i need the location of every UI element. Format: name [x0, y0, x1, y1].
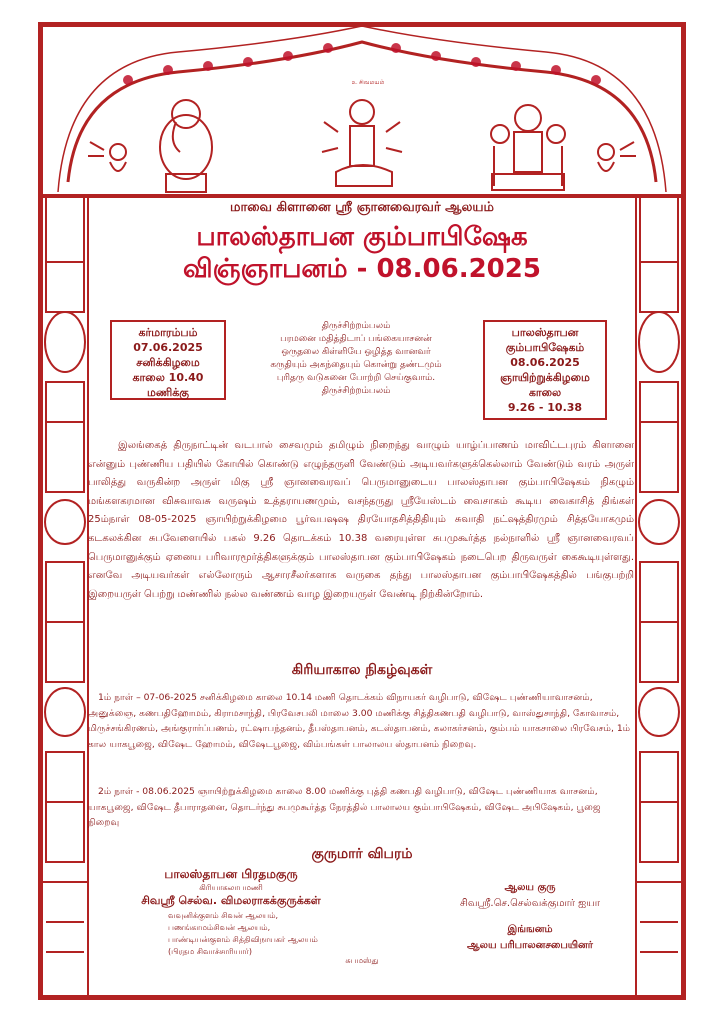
left-box-line: 07.06.2025: [133, 341, 203, 354]
title-line-1: பாலஸ்தாபன கும்பாபிஷேக: [196, 222, 528, 252]
temple-line: (பிரதம சிவாச்சாரியார்): [168, 947, 252, 956]
left-box-line: சனிக்கிழமை: [136, 356, 200, 369]
top-mark: உ சிவமயம்: [351, 79, 385, 86]
right-box-line: பாலஸ்தாபன: [511, 326, 579, 339]
invocation-open: திருச்சிற்றம்பலம்: [321, 321, 391, 331]
right-box-line: காலை: [528, 386, 562, 399]
invocation-verse: [236, 320, 476, 398]
karmarambam-box: [110, 320, 226, 400]
chief-title: பாலஸ்தாபன பிரதமகுரு: [164, 867, 298, 881]
invocation-close: திருச்சிற்றம்பலம்: [321, 386, 391, 396]
verse-line: ஒருதலை கிள்ளியே ஒழித்த வானவர்: [281, 347, 431, 357]
temple-line: பாண்டியன்குளம் சித்திவிநாயகர் ஆலயம்: [168, 935, 318, 944]
title-line-2: விஞ்ஞாபனம் - 08.06.2025: [183, 254, 541, 284]
schedule-heading: கிரியாகால நிகழ்வுகள்: [291, 662, 433, 678]
chief-priest-block: [96, 868, 366, 907]
temple-line: வவுனிக்குளம் சிவன் ஆலயம்,: [168, 911, 279, 920]
priests-heading: குருமார் விபரம்: [311, 846, 413, 862]
left-box-line: கர்மாரம்பம்: [138, 326, 198, 339]
balasthapana-box: [483, 320, 607, 420]
verse-line: கருதியும் அகந்தையும் கொன்று தண்டமும்: [270, 360, 442, 370]
verse-line: பரமனை மதித்திடாப் பங்கையாசனன்: [280, 334, 432, 344]
verse-line: புரிதரு வடுகனை போற்றி செய்குவாம்.: [276, 373, 436, 383]
committee-block: [430, 922, 630, 954]
chief-role: கிரியாகலாபமணி: [199, 883, 263, 892]
left-box-line: மணிக்கு: [147, 386, 189, 399]
schedule-day2: 2ம் நாள் - 08.06.2025 ஞாயிற்றுக்கிழமை காலை 8.00 மணிக்கு புத்தி கணபதி வழிபாடு, விஷேட புண்ணியாக வாசனம், யாகபூஜை, விஷேட தீபாராதனை, தொடர்ந்து சுபமுகூர்த்த நேரத்தில் பாலாலய கும்பாபிஷேகம், விஷேட அபிஷேகம், பூஜை நிறைவு: [88, 786, 601, 828]
temple-guru-name: சிவஸ்ரீ.செ.செல்வக்குமார் ஐயா: [459, 898, 600, 909]
right-box-line: 9.26 - 10.38: [507, 401, 583, 414]
right-box-line: ஞாயிற்றுக்கிழமை: [500, 371, 590, 384]
left-box-line: காலை 10.40: [132, 371, 204, 384]
schedule-day1: 1ம் நாள் – 07-06-2025 சனிக்கிழமை காலை 10.14 மணி தொடக்கம் விநாயகர் வழிபாடு, விஷேட புண்ணியாவாசனம், அனுக்ஞை, கணபதிஹோமம், கிராமசாந்தி, பிரவேசபலி மாலை 3.00 மணிக்கு சித்திகணபதி வழிபாடு, வாஸ்துசாந்தி, கோவாசம், மிருச்சங்கிரணம், அங்குரார்ப்பணம், ரட்ஷாபந்தனம், தீபஸ்தாபனம், கடஸ்தாபனம், கலாகர்சனம், கும்பம் யாகசாலை பிரவேசம், 1ம் கால யாகபூஜை, விஷேட ஹோமம், விஷேடபூஜை, விம்பங்கள் பாலாலய ஸ்தாபனம் நிறைவு.: [88, 692, 631, 750]
main-paragraph: இலங்கைத் திருநாட்டின் வடபால் சைவமும் தமிழும் நிறைந்து வாழும் யாழ்ப்பாணம் மாவிட்டபுரம் கிளானை என்னும் புண்ணிய பதியில் கோயில் கொண்டு எழுந்தருளி வேண்டும் அடியவர்களுக்கெல்லாம் வேண்டும் வரம் அருள் பாலித்து வருகின்ற அருள் மிகு ஸ்ரீ ஞானவைரவப் பெருமானுடைய பாலஸ்தாபன கும்பாபிஷேகம் நிகழும் மங்களகரமான விசுவாவசு வருஷம் உத்தராயணமும், வசந்தருது ஸ்ரீயேஸ்டம் வைசாகம் கூடிய வைகாசித் திங்கள் 25ம்நாள் 08-05-2025 ஞாயிற்றுக்கிழமை பூர்வபஷஷ திரயோதசித்திதியும் சுவாதி நட்ஷத்திரமும் சித்தயோகமும் கடகலக்கின சுபவேளையில் பகல் 9.26 தொடக்கம் 10.38 வரையுள்ள சுபமுகூர்த்த நல்நாளில் ஸ்ரீ ஞானவைரவப் பெருமானுக்கும் ஏனைய பரிவாரமூர்த்திகளுக்கும் பாலஸ்தாபன கும்பாபிஷேகம் நடைபெற திருவருள் கைகூடியுள்ளது. எனவே அடியவர்கள் எல்லோரும் ஆசாரசீலர்களாக வருகை தந்து பாலஸ்தாபன கும்பாபிஷேகத்தில் பங்குபற்றி இறையருள் பெற்று மண்ணில் நல்ல வண்ணம் வாழ இறையருள் வேண்டி நிற்கின்றோம்.: [88, 440, 634, 600]
temple-line: பணங்காமம்சிவன் ஆலயம்,: [168, 923, 271, 932]
organization-name: மாவை கிளானை ஸ்ரீ ஞானவைரவர் ஆலயம்: [230, 200, 494, 215]
regards: இங்ஙனம்: [507, 924, 553, 935]
right-box-line: கும்பாபிஷேகம்: [505, 341, 585, 354]
temple-guru-block: [430, 880, 630, 912]
chief-name: சிவஸ்ரீ செல்வ. விமலராகக்குருக்கள்: [141, 894, 321, 907]
right-box-line: 08.06.2025: [510, 356, 580, 369]
committee-name: ஆலய பரிபாலனசபையினர்: [467, 940, 593, 951]
chief-temples: [168, 910, 368, 958]
footer-blessing: சுபமஸ்து: [345, 956, 379, 965]
temple-guru-title: ஆலய குரு: [504, 882, 556, 893]
